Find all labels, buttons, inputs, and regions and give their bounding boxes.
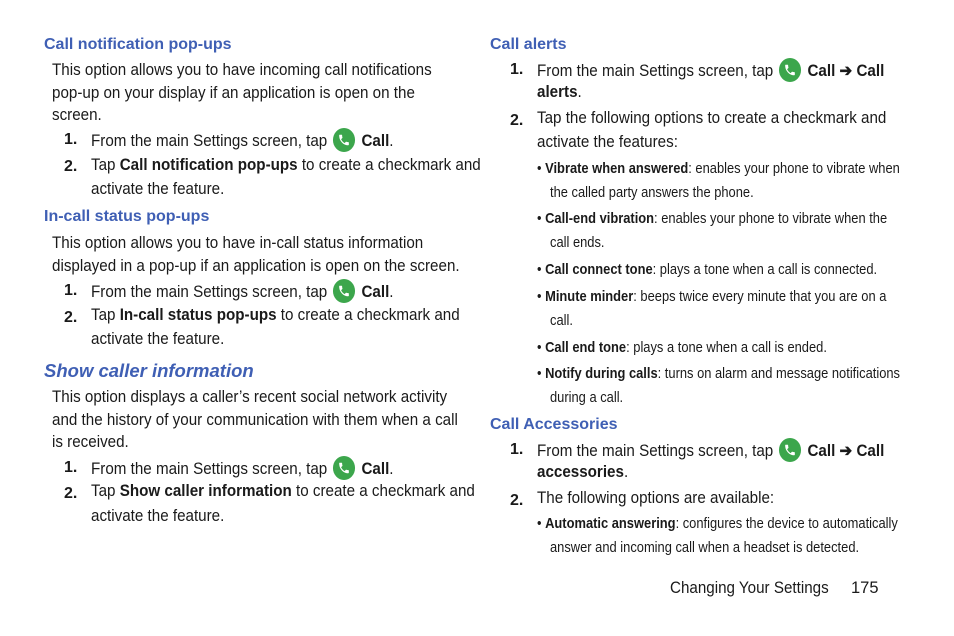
phone-icon: [779, 438, 801, 462]
call-alerts-heading: Call alerts: [490, 36, 567, 53]
bullet-dot: •: [537, 515, 546, 532]
phone-icon: [779, 58, 801, 82]
bullet-dot: •: [537, 339, 546, 356]
phone-icon: [333, 279, 355, 303]
show-caller-heading: Show caller information: [44, 360, 254, 381]
step-text: The following options are available:: [537, 489, 775, 507]
step-text: From the main Settings screen, tap Call.: [91, 128, 394, 152]
step-text-cont: activate the feature.: [91, 507, 225, 525]
step-text: Tap the following options to create a checkmark and: [537, 109, 887, 127]
step-text: From the main Settings screen, tap Call.: [91, 279, 394, 303]
show-caller-body: This option displays a caller’s recent social network activity and the history of your communication with them when a call is received.: [52, 388, 458, 451]
bullet-item-cont: answer and incoming call when a headset is detected.: [550, 539, 860, 556]
bullet-item: • Call end tone: plays a tone when a call is ended.: [537, 339, 827, 356]
bullet-item-cont: call.: [550, 312, 573, 329]
bullet-item: • Vibrate when answered: enables your phone to vibrate when: [537, 160, 900, 177]
step-number: 2.: [64, 309, 78, 326]
bullet-item-cont: the called party answers the phone.: [550, 184, 754, 201]
step-text-cont: activate the features:: [537, 133, 678, 151]
phone-icon: [333, 456, 355, 480]
step-number: 2.: [510, 492, 524, 509]
step-text: From the main Settings screen, tap Call.: [91, 456, 394, 480]
bullet-item: • Call-end vibration: enables your phone to vibrate when the: [537, 210, 888, 227]
step-text-cont: activate the feature.: [91, 180, 225, 198]
step-number: 1.: [64, 131, 78, 148]
bullet-dot: •: [537, 261, 546, 278]
step-number: 2.: [64, 485, 78, 502]
page-number: 175: [851, 579, 879, 597]
bullet-dot: •: [537, 365, 546, 382]
step-number: 1.: [510, 441, 524, 458]
incall-status-heading: In-call status pop-ups: [44, 208, 210, 225]
call-notification-body: This option allows you to have incoming call notifications pop-up on your display if an application is open on the screen.: [52, 61, 432, 124]
bullet-item: • Notify during calls: turns on alarm and message notifications: [537, 365, 901, 382]
phone-icon: [333, 128, 355, 152]
bullet-item: • Automatic answering: configures the device to automatically: [537, 515, 898, 532]
incall-status-body: This option allows you to have in-call status information displayed in a pop-up if an application is open on the screen.: [52, 234, 460, 275]
step-number: 1.: [64, 282, 78, 299]
bullet-item: • Minute minder: beeps twice every minute that you are on a: [537, 288, 887, 305]
step-number: 2.: [510, 112, 524, 129]
step-text-cont: activate the feature.: [91, 330, 225, 348]
bullet-item-cont: during a call.: [550, 389, 624, 406]
step-number: 1.: [64, 459, 78, 476]
call-accessories-heading: Call Accessories: [490, 416, 618, 433]
bullet-item: • Call connect tone: plays a tone when a call is connected.: [537, 261, 878, 278]
footer-section-title: Changing Your Settings: [670, 579, 829, 597]
step-text-cont: alerts.: [537, 83, 582, 101]
step-text: Tap In-call status pop-ups to create a checkmark and: [91, 306, 460, 324]
step-number: 1.: [510, 61, 524, 78]
step-text: Tap Call notification pop-ups to create a checkmark and: [91, 156, 481, 174]
bullet-dot: •: [537, 160, 546, 177]
step-text: From the main Settings screen, tap Call ➔ Call: [537, 438, 884, 462]
call-notification-heading: Call notification pop-ups: [44, 36, 232, 53]
step-text-cont: accessories.: [537, 463, 629, 481]
step-text: From the main Settings screen, tap Call ➔ Call: [537, 58, 884, 82]
bullet-item-cont: call ends.: [550, 234, 605, 251]
step-number: 2.: [64, 158, 78, 175]
bullet-dot: •: [537, 210, 546, 227]
bullet-dot: •: [537, 288, 546, 305]
step-text: Tap Show caller information to create a checkmark and: [91, 482, 475, 500]
